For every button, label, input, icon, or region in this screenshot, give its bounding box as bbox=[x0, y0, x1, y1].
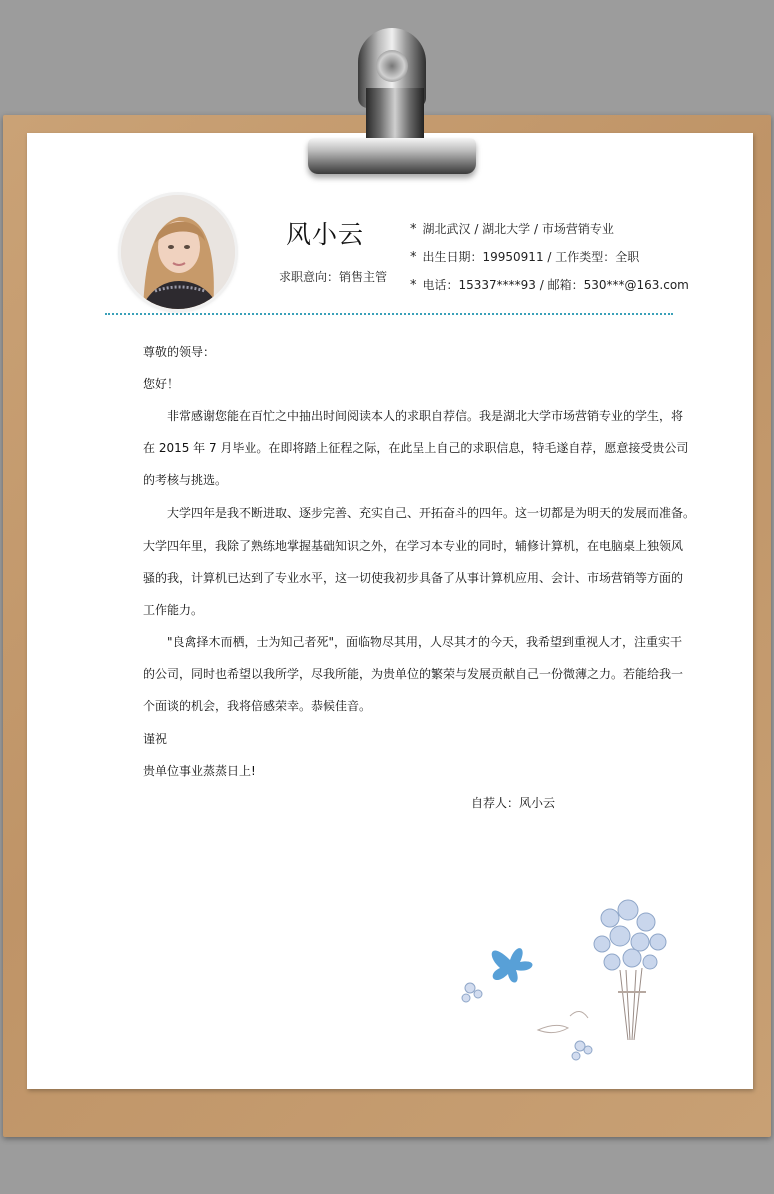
letter-line: 骚的我，计算机已达到了专业水平，这一切使我初步具备了从事计算机应用、会计、市场营销等方面的 bbox=[143, 571, 684, 585]
letter-line: 工作能力。 bbox=[143, 603, 204, 617]
letter-line: 的考核与挑选。 bbox=[143, 473, 228, 487]
letter-signature: 自荐人：风小云 bbox=[471, 796, 556, 810]
letter-line: 大学四年里，我除了熟练地掌握基础知识之外，在学习本专业的同时，辅修计算机，在电脑桌上独领风 bbox=[143, 539, 684, 553]
job-intent: 求职意向：销售主管 bbox=[278, 270, 387, 284]
bullet-star: * bbox=[410, 222, 417, 237]
letter-line: 个面谈的机会，我将倍感荣幸。恭候佳音。 bbox=[143, 699, 372, 713]
info-line-contact: * 电话：15337****93 / 邮箱：530***@163.com bbox=[410, 278, 689, 293]
flower-decoration bbox=[450, 870, 700, 1070]
bullet-star: * bbox=[410, 250, 417, 265]
letter-line: "良禽择木而栖，士为知己者死"，面临物尽其用，人尽其才的今天，我希望到重视人才，注重实干 bbox=[143, 635, 683, 649]
candidate-name: 风小云 bbox=[285, 220, 364, 249]
letter-line: 的公司，同时也希望以我所学，尽我所能，为贵单位的繁荣与发展贡献自己一份微薄之力。若能给我一 bbox=[143, 667, 684, 681]
bouquet-icon bbox=[594, 900, 666, 1040]
small-flower-icon bbox=[462, 983, 592, 1060]
bullet-star: * bbox=[410, 278, 417, 293]
letter-line: 在 2015 年 7 月毕业。在即将踏上征程之际，在此呈上自己的求职信息，特毛遂自荐，愿意接受贵公司 bbox=[143, 441, 689, 455]
letter-closing: 谨祝 bbox=[143, 732, 168, 746]
letter-hello: 您好！ bbox=[143, 377, 180, 391]
info-line-education: * 湖北武汉 / 湖北大学 / 市场营销专业 bbox=[410, 222, 614, 237]
avatar bbox=[121, 195, 235, 309]
letter-line: 大学四年是我不断进取、逐步完善、充实自己、开拓奋斗的四年。这一切都是为明天的发展而准备。 bbox=[143, 506, 696, 520]
letter-wish: 贵单位事业蒸蒸日上! bbox=[143, 764, 256, 778]
clip-ring bbox=[358, 28, 426, 108]
butterfly-icon bbox=[492, 948, 533, 982]
letter-line: 非常感谢您能在百忙之中抽出时间阅读本人的求职自荐信。我是湖北大学市场营销专业的学生，将 bbox=[143, 409, 684, 423]
letter-greeting: 尊敬的领导： bbox=[143, 345, 216, 359]
info-line-birth: * 出生日期：19950911 / 工作类型：全职 bbox=[410, 250, 640, 265]
header-divider bbox=[105, 313, 673, 315]
